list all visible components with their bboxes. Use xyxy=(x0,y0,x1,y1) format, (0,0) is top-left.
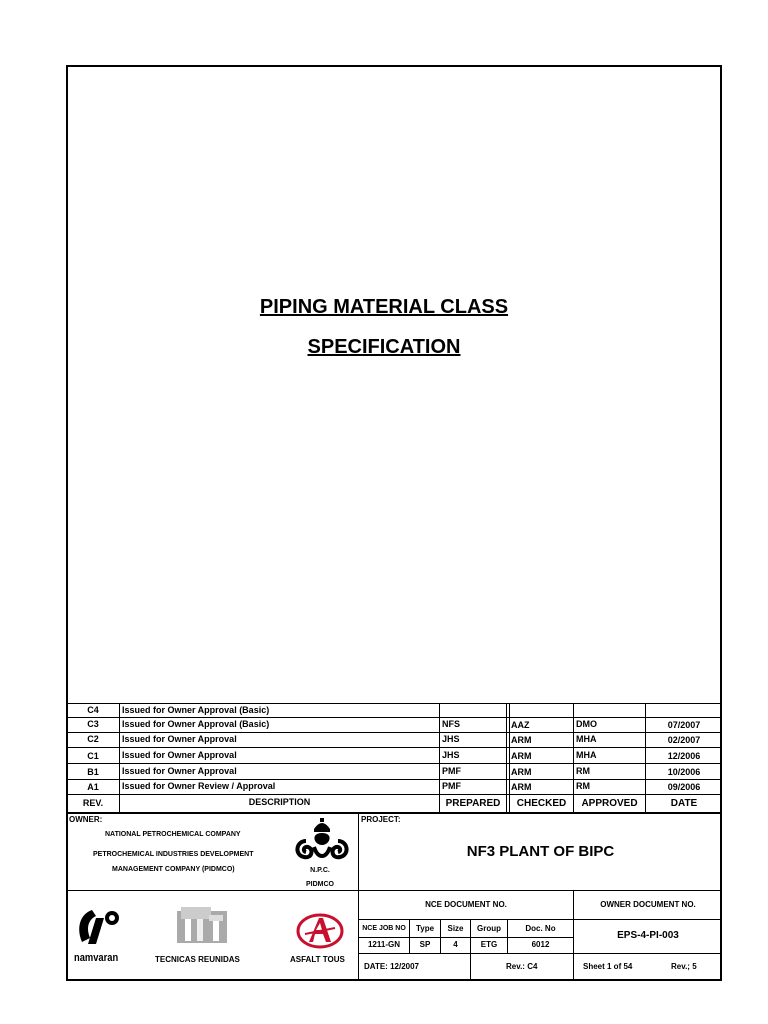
type-value: SP xyxy=(419,940,431,949)
approved-cell: DMO xyxy=(576,719,597,729)
size-value: 4 xyxy=(453,940,458,949)
project-name: NF3 PLANT OF BIPC xyxy=(466,843,615,860)
nce-job-col: NCE JOB NO xyxy=(362,925,406,932)
rev-cell: C4 xyxy=(87,705,99,715)
footer-sheet: Sheet 1 of 54 xyxy=(583,962,633,971)
footer-date: DATE: 12/2007 xyxy=(364,962,419,971)
document-title-line1: PIPING MATERIAL CLASS xyxy=(259,296,509,318)
npc-logo-icon xyxy=(292,815,352,863)
npc-caption: N.P.C. xyxy=(310,867,330,874)
approved-header: APPROVED xyxy=(581,798,638,809)
checked-cell: AAZ xyxy=(511,720,530,730)
prepared-cell: NFS xyxy=(442,719,460,729)
checked-cell: ARM xyxy=(511,782,532,792)
rev-cell: C3 xyxy=(87,719,99,729)
group-col: Group xyxy=(477,924,501,933)
date-header: DATE xyxy=(670,798,698,809)
docno-col: Doc. No xyxy=(525,924,556,933)
desc-cell: Issued for Owner Approval xyxy=(122,750,237,760)
checked-cell: ARM xyxy=(511,767,532,777)
rev-header: REV. xyxy=(82,798,104,808)
owner-label: OWNER: xyxy=(69,815,103,824)
desc-cell: Issued for Owner Approval xyxy=(122,766,237,776)
owner-line1: NATIONAL PETROCHEMICAL COMPANY xyxy=(105,831,241,838)
checked-header: CHECKED xyxy=(516,798,567,809)
date-cell: 07/2007 xyxy=(667,720,701,730)
desc-cell: Issued for Owner Review / Approval xyxy=(122,781,276,791)
asfalt-tous-label: ASFALT TOUS xyxy=(290,955,345,964)
document-title-line2: SPECIFICATION xyxy=(307,336,461,358)
desc-cell: Issued for Owner Approval xyxy=(122,734,237,744)
approved-cell: MHA xyxy=(576,750,597,760)
group-value: ETG xyxy=(480,940,498,949)
rev-cell: A1 xyxy=(87,782,99,792)
rev-cell: C1 xyxy=(87,751,99,761)
description-header: DESCRIPTION xyxy=(248,797,311,807)
desc-cell: Issued for Owner Approval (Basic) xyxy=(122,719,270,729)
checked-cell: ARM xyxy=(511,735,532,745)
approved-cell: RM xyxy=(576,781,590,791)
nce-doc-header: NCE DOCUMENT NO. xyxy=(425,900,507,909)
checked-cell: ARM xyxy=(511,751,532,761)
prepared-header: PREPARED xyxy=(445,798,501,809)
size-col: Size xyxy=(447,924,464,933)
namvaran-wordmark: namvaran xyxy=(74,952,119,964)
owner-doc-header: OWNER DOCUMENT NO. xyxy=(600,900,696,909)
asfalt-tous-logo-icon xyxy=(295,912,345,950)
date-cell: 10/2006 xyxy=(667,767,701,777)
footer-rev2: Rev.; 5 xyxy=(671,962,697,971)
project-label: PROJECT: xyxy=(361,815,401,824)
namvaran-logo-icon xyxy=(74,908,122,948)
approved-cell: MHA xyxy=(576,734,597,744)
date-cell: 12/2006 xyxy=(667,751,701,761)
nce-job-value: 1211-GN xyxy=(367,940,401,949)
owner-doc-value: EPS-4-PI-003 xyxy=(617,930,679,941)
prepared-cell: PMF xyxy=(442,781,461,791)
tecnicas-reunidas-label: TECNICAS REUNIDAS xyxy=(155,955,240,964)
pidmco-caption: PIDMCO xyxy=(306,881,334,888)
docno-value: 6012 xyxy=(531,940,550,949)
footer-rev: Rev.: C4 xyxy=(506,962,538,971)
owner-line3: MANAGEMENT COMPANY (PIDMCO) xyxy=(112,866,235,873)
approved-cell: RM xyxy=(576,766,590,776)
prepared-cell: JHS xyxy=(442,750,460,760)
prepared-cell: JHS xyxy=(442,734,460,744)
date-cell: 09/2006 xyxy=(667,782,701,792)
tecnicas-reunidas-logo-icon xyxy=(173,905,231,947)
rev-cell: B1 xyxy=(87,767,99,777)
rev-cell: C2 xyxy=(87,734,99,744)
type-col: Type xyxy=(415,924,435,933)
date-cell: 02/2007 xyxy=(667,735,701,745)
owner-line2: PETROCHEMICAL INDUSTRIES DEVELOPMENT xyxy=(93,851,254,858)
desc-cell: Issued for Owner Approval (Basic) xyxy=(122,705,270,715)
prepared-cell: PMF xyxy=(442,766,461,776)
